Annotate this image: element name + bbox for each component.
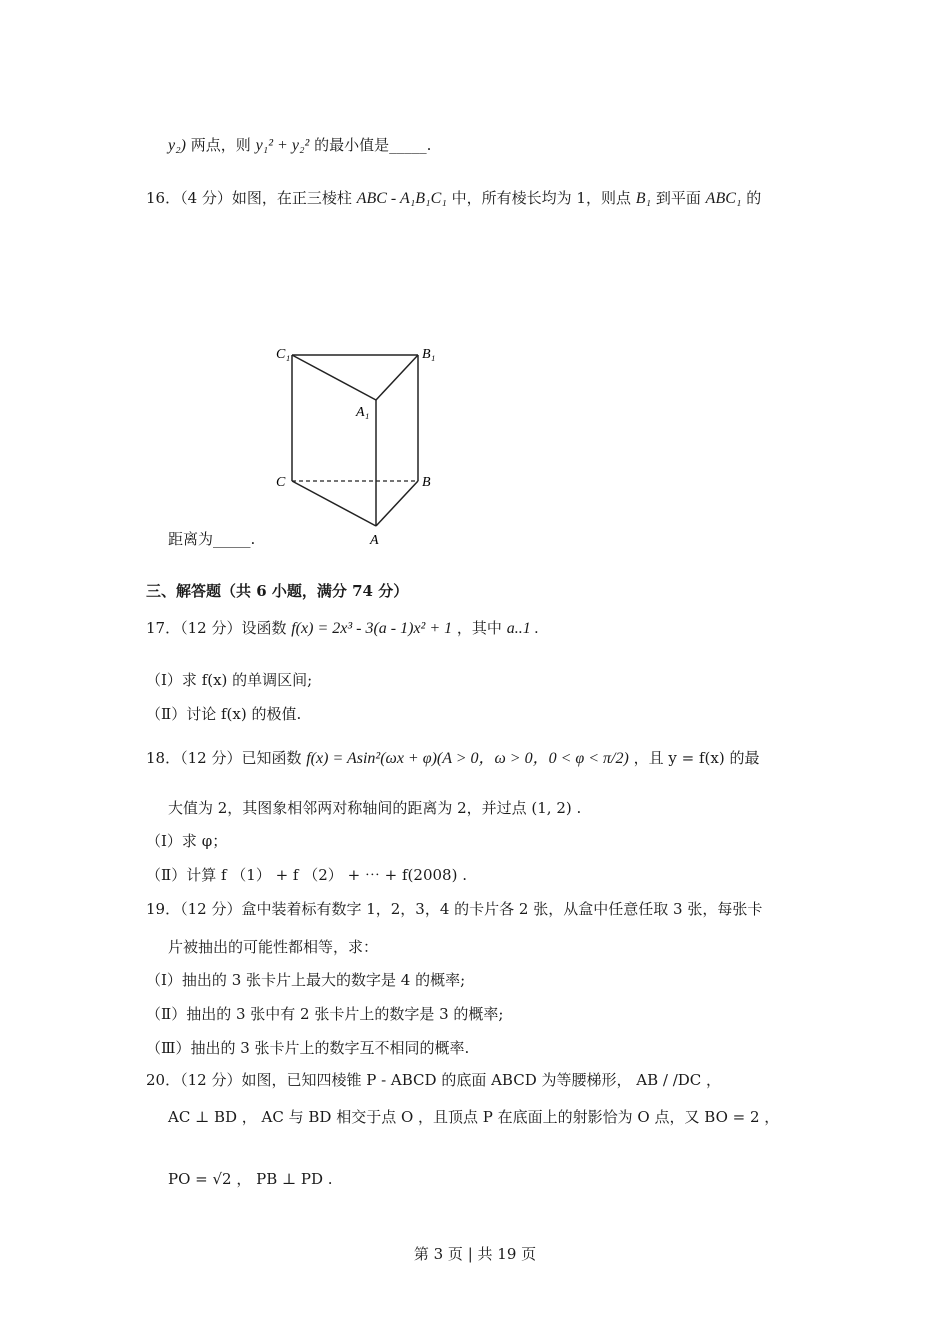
q16-cont: 距离为_____. bbox=[168, 530, 256, 548]
q18-lead: 18．（12 分）已知函数 bbox=[146, 749, 302, 767]
q16-tail: 的 bbox=[746, 189, 762, 207]
q18-stem bbox=[146, 748, 759, 769]
q16-plane: ABC₁ bbox=[705, 190, 742, 207]
q18-func: f(x) = Asin²(ωx + φ)(A > 0，ω > 0，0 < φ < π/2) bbox=[306, 750, 629, 767]
q15-expr: y₁² + y₂² bbox=[255, 137, 310, 154]
q16-stem bbox=[146, 188, 761, 209]
label-b1: B₁ bbox=[422, 347, 436, 362]
section3-title: 三、解答题（共 6 小题，满分 74 分） bbox=[146, 582, 409, 600]
q17-mid: ，其中 bbox=[456, 619, 502, 637]
q16-prism: ABC - A₁B₁C₁ bbox=[356, 190, 447, 207]
q15-tail-text: 的最小值是_____. bbox=[314, 136, 432, 154]
q19-part1: （Ⅰ）抽出的 3 张卡片上最大的数字是 4 的概率; bbox=[146, 971, 466, 989]
q17-lead: 17．（12 分）设函数 bbox=[146, 619, 287, 637]
q17-func: f(x) = 2x³ - 3(a - 1)x² + 1 bbox=[291, 620, 453, 637]
q18-cont: 大值为 2，其图象相邻两对称轴间的距离为 2，并过点 (1, 2) . bbox=[168, 799, 582, 817]
prism-figure bbox=[270, 338, 450, 550]
q20-line3: PO = √2 ， PB ⊥ PD . bbox=[168, 1170, 333, 1188]
q15-text: 两点，则 bbox=[190, 136, 251, 154]
q20-line1: 20．（12 分）如图，已知四棱锥 P - ABCD 的底面 ABCD 为等腰梯形， AB / /DC ， bbox=[146, 1071, 722, 1089]
q19-part2: （Ⅱ）抽出的 3 张中有 2 张卡片上的数字是 3 的概率; bbox=[146, 1005, 504, 1023]
edge-c1a1 bbox=[292, 355, 376, 400]
q19-part3: （Ⅲ）抽出的 3 张卡片上的数字互不相同的概率. bbox=[146, 1039, 470, 1057]
q19-cont: 片被抽出的可能性都相等，求： bbox=[168, 938, 379, 956]
edge-ca bbox=[292, 481, 376, 526]
q18-part2: （Ⅱ）计算 f （1） + f （2） + ⋯ + f(2008) . bbox=[146, 866, 467, 884]
q17-cond: a..1 . bbox=[506, 620, 539, 637]
edge-ba bbox=[376, 481, 418, 526]
q16-mid: 中，所有棱长均为 1，则点 bbox=[451, 189, 631, 207]
q16-lead: 16．（4 分）如图，在正三棱柱 bbox=[146, 189, 352, 207]
page-footer: 第 3 页 | 共 19 页 bbox=[413, 1245, 537, 1263]
q16-mid2: 到平面 bbox=[655, 189, 701, 207]
q15-tail bbox=[168, 135, 431, 156]
label-c1: C₁ bbox=[276, 347, 291, 362]
q15-var: y₂) bbox=[168, 137, 186, 154]
q17-part2: （Ⅱ）讨论 f(x) 的极值. bbox=[146, 705, 302, 723]
q17-stem bbox=[146, 618, 539, 639]
q18-part1: （Ⅰ）求 φ； bbox=[146, 832, 228, 850]
q20-line2: AC ⊥ BD ， AC 与 BD 相交于点 O ，且顶点 P 在底面上的射影恰为 O 点，又 BO = 2 ， bbox=[168, 1108, 780, 1126]
q17-part1: （Ⅰ）求 f(x) 的单调区间; bbox=[146, 671, 313, 689]
edge-b1a1 bbox=[376, 355, 418, 400]
label-b: B bbox=[422, 475, 431, 490]
label-a: A bbox=[370, 533, 379, 548]
q19-stem: 19．（12 分）盒中装着标有数字 1，2，3，4 的卡片各 2 张，从盒中任意任取 3 张，每张卡 bbox=[146, 900, 763, 918]
label-a1: A₁ bbox=[356, 405, 370, 420]
q16-point: B₁ bbox=[635, 190, 652, 207]
label-c: C bbox=[276, 475, 286, 490]
q18-tail: ，且 y = f(x) 的最 bbox=[633, 749, 760, 767]
